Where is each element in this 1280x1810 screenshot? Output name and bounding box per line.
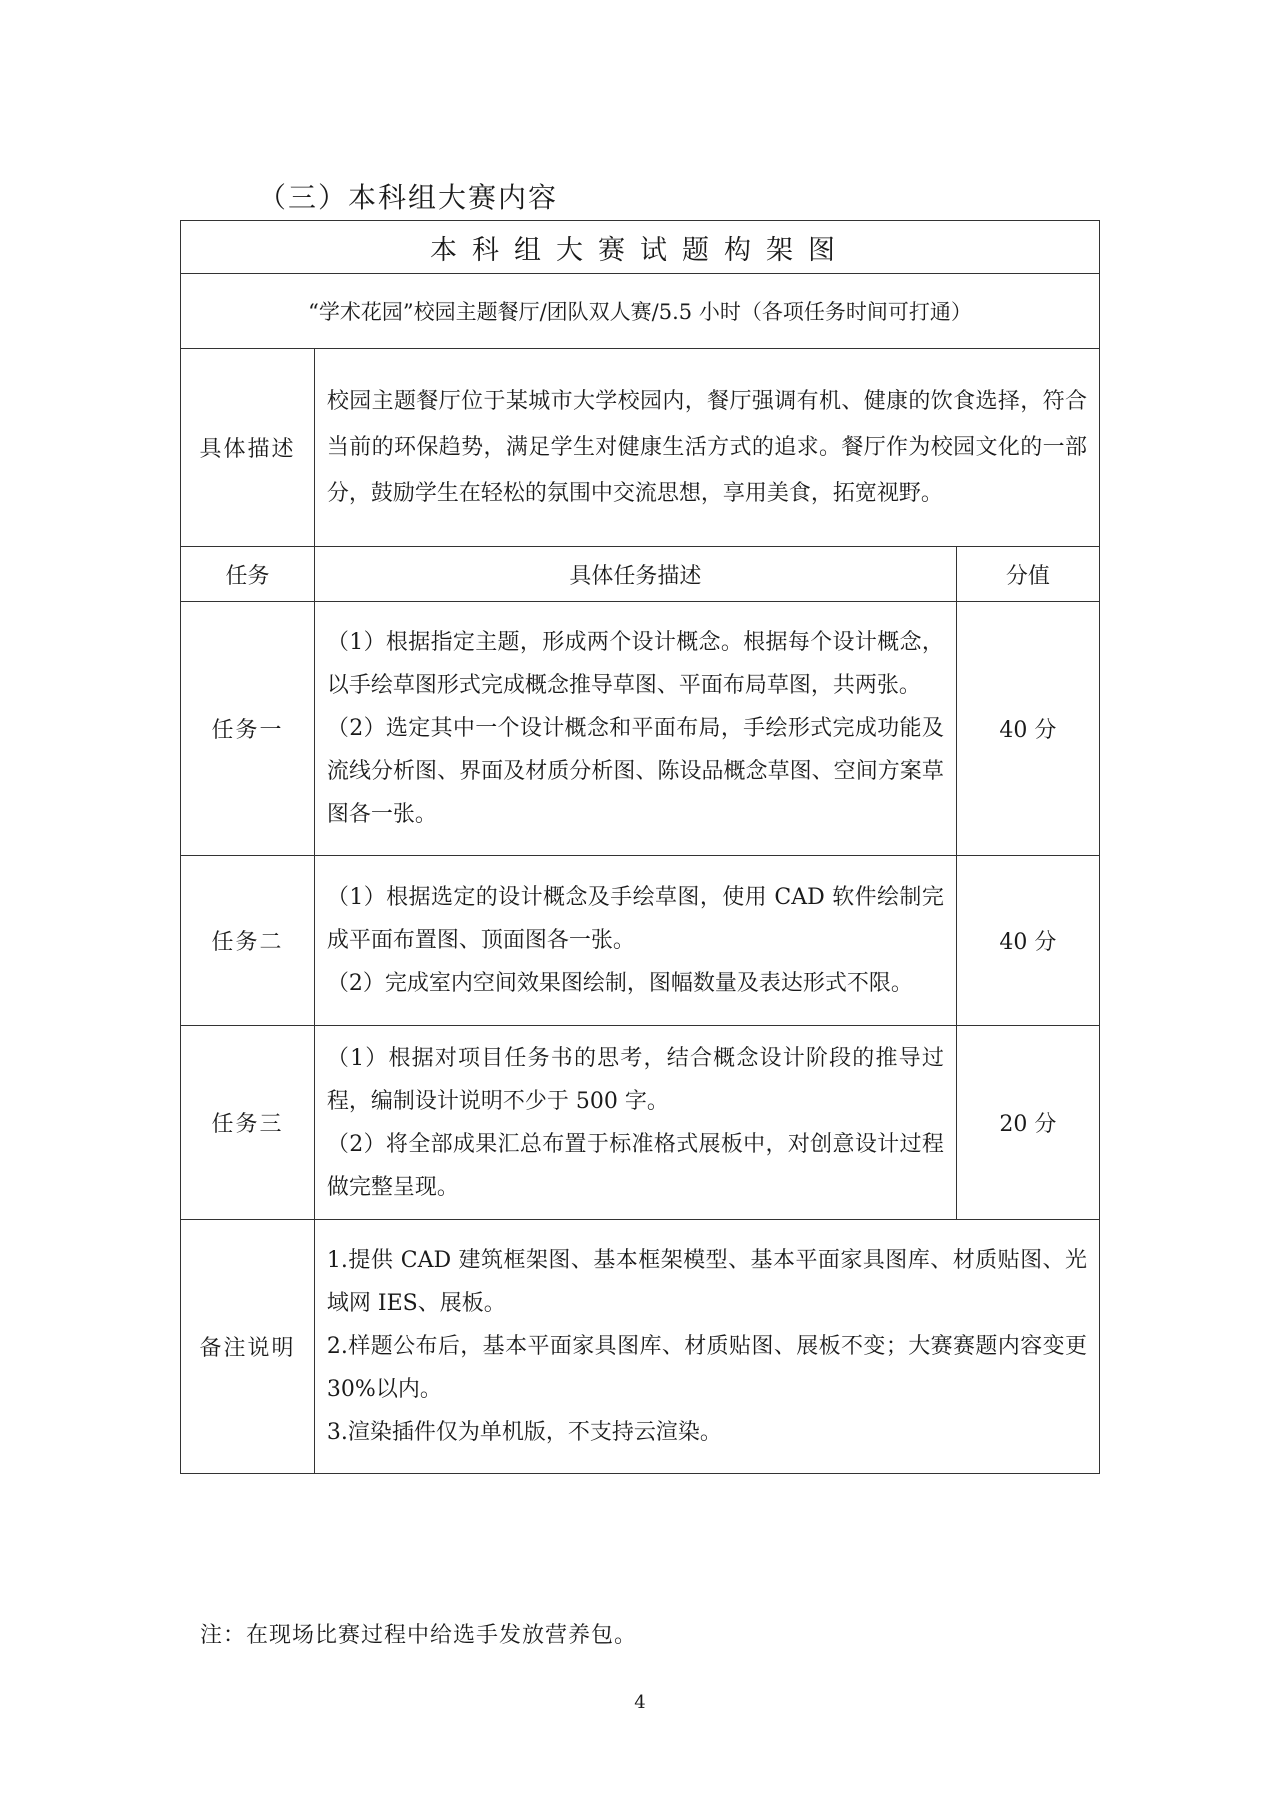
task-1-score: 40 分 xyxy=(956,602,1099,856)
table-row xyxy=(181,1026,1100,1220)
header-task: 任务 xyxy=(181,547,315,602)
task-2-item-1: （1）根据选定的设计概念及手绘草图，使用 CAD 软件绘制完成平面布置图、顶面图各一张。 xyxy=(326,885,944,953)
remark-2: 2.样题公布后，基本平面家具图库、材质贴图、展板不变；大赛赛题内容变更 30%以内。 xyxy=(326,1334,1087,1402)
table-subtitle: “学术花园”校园主题餐厅/团队双人赛/5.5 小时（各项任务时间可打通） xyxy=(181,274,1100,349)
task-1-item-2: （2）选定其中一个设计概念和平面布局，手绘形式完成功能及流线分析图、界面及材质分析图、陈设品概念草图、空间方案草图各一张。 xyxy=(326,716,944,827)
section-heading: （三）本科组大赛内容 xyxy=(258,181,559,214)
task-3-description xyxy=(314,1026,956,1220)
header-score: 分值 xyxy=(956,547,1099,602)
footnote: 注：在现场比赛过程中给选手发放营养包。 xyxy=(200,1623,638,1648)
remark-3: 3.渲染插件仅为单机版，不支持云渲染。 xyxy=(326,1420,722,1445)
task-2-score: 40 分 xyxy=(956,856,1099,1026)
competition-framework-table xyxy=(180,220,1100,1474)
remarks-label: 备注说明 xyxy=(181,1220,315,1474)
description-text: 校园主题餐厅位于某城市大学校园内，餐厅强调有机、健康的饮食选择，符合当前的环保趋势，满足学生对健康生活方式的追求。餐厅作为校园文化的一部分，鼓励学生在轻松的氛围中交流思想，享用美食，拓宽视野。 xyxy=(314,349,1099,547)
task-3-item-1: （1）根据对项目任务书的思考，结合概念设计阶段的推导过程，编制设计说明不少于 500 字。 xyxy=(326,1045,944,1114)
page-number: 4 xyxy=(634,1692,646,1713)
table-row xyxy=(181,602,1100,856)
task-2-item-2: （2）完成室内空间效果图绘制，图幅数量及表达形式不限。 xyxy=(326,971,913,996)
task-1-item-1: （1）根据指定主题，形成两个设计概念。根据每个设计概念，以手绘草图形式完成概念推导草图、平面布局草图，共两张。 xyxy=(326,630,944,698)
task-1-description xyxy=(314,602,956,856)
remarks-text xyxy=(314,1220,1099,1474)
description-label: 具体描述 xyxy=(181,349,315,547)
table-title: 本科组大赛试题构架图 xyxy=(181,221,1100,274)
task-3-name: 任务三 xyxy=(181,1026,315,1220)
task-2-name: 任务二 xyxy=(181,856,315,1026)
remark-1: 1.提供 CAD 建筑框架图、基本框架模型、基本平面家具图库、材质贴图、光域网 IES、展板。 xyxy=(326,1248,1087,1316)
header-task-description: 具体任务描述 xyxy=(314,547,956,602)
table-row xyxy=(181,856,1100,1026)
task-2-description xyxy=(314,856,956,1026)
task-3-item-2: （2）将全部成果汇总布置于标准格式展板中，对创意设计过程做完整呈现。 xyxy=(326,1131,944,1200)
task-1-name: 任务一 xyxy=(181,602,315,856)
task-3-score: 20 分 xyxy=(956,1026,1099,1220)
